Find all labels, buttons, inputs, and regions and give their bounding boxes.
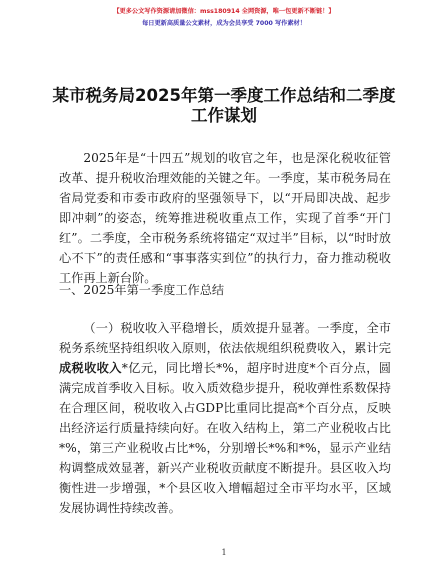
promo-banner-line-2: 每日更新高质量公文素材，成为会员享受 7000 写作素材！ (142, 20, 306, 27)
section-paragraph (59, 318, 391, 518)
intro-paragraph: 2025年是“十四五”规划的收官之年，也是深化税收征管改革、提升税收治理效能的关键之年。一季度，某市税务局在省局党委和市委市政府的坚强领导下，以“开局即决战、起步即冲刺”的姿态，统筹推进税收重点工作，实现了首季“开门红”。二季度，全市税务系统将锚定“双过半”目标，以“时时放心不下”的责任感和“事事落实到位”的执行力，奋力推动税收工作再上新台阶。 (59, 151, 391, 286)
paragraph-text-part-1: （一）税收收入平稳增长，质效提升显著。一季度，全市税务系统坚持组织收入原则，依法依规组织税费收入，累计完 (59, 321, 391, 356)
document-title-line-2: 工作谋划 (191, 106, 257, 125)
promo-banner-line-1: 【更多公文写作资源请加微信：mss180914 全网资源，唯一包更新不断链！】 (113, 8, 335, 15)
section-heading: 一、2025年第一季度工作总结 (59, 283, 225, 297)
paragraph-text-part-2: *亿元，同比增长*%，超序时进度*个百分点，圆满完成首季收入目标。收入质效稳步提升，税收弹性系数保持在合理区间，税收收入占GDP比重同比提高*个百分点，反映出经济运行质量持续向好。在收入结构上，第二产业税收占比*%，第三产业税收占比*%，分别增长*%和*%，显示产业结构调整成效显著，新兴产业税收贡献度不断提升。县区收入均衡性进一步增强，*个县区收入增幅超过全市平均水平，区域发展协调性持续改善。 (59, 361, 391, 516)
page-number: 1 (221, 548, 227, 557)
document-title-line-1: 某市税务局2025年第一季度工作总结和二季度 (52, 86, 396, 105)
paragraph-bold-text: 成税收收入 (59, 361, 122, 376)
